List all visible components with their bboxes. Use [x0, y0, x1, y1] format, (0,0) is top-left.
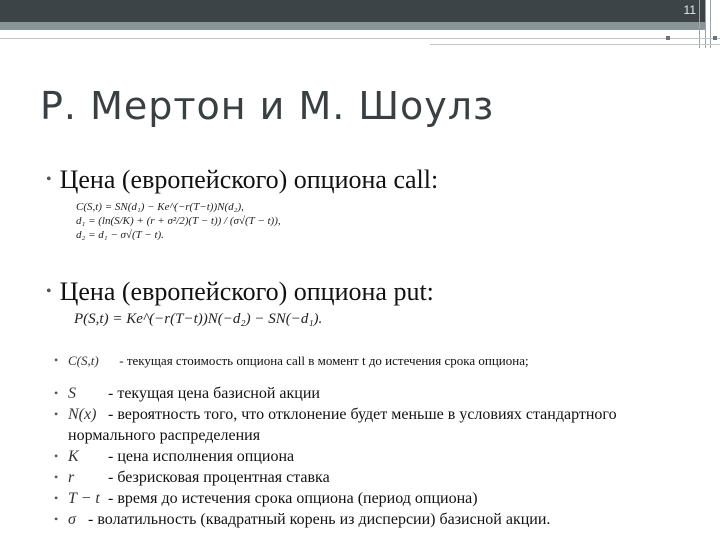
decor-line [710, 0, 711, 48]
definition-row [54, 488, 694, 509]
definition-text: - текущая стоимость опциона call в момент t до истечения срока опциона; [119, 353, 529, 368]
bullet-dot: • [46, 171, 52, 188]
slide-header-bar [0, 0, 705, 22]
decor-line [0, 38, 720, 39]
definition-row [54, 383, 694, 404]
put-bullet [46, 277, 434, 307]
definition-symbol: r [68, 469, 75, 486]
decor-line [430, 44, 720, 45]
slide-header-stripe [0, 22, 705, 30]
decor-line [699, 0, 700, 48]
definition-symbol: T − t [68, 490, 100, 507]
definition-symbol: S [68, 385, 76, 402]
definition-row [54, 467, 694, 488]
call-formula-line: C(S,t) = SN(d₁) − Ke^(−r(T−t))N(d₂), [76, 201, 244, 213]
definition-row [54, 446, 694, 467]
put-formula: P(S,t) = Ke^(−r(T−t))N(−d₂) − SN(−d₁). [74, 311, 323, 327]
definition-text: - время до истечения срока опциона (период опциона) [108, 490, 478, 507]
bullet-dot: • [46, 283, 52, 300]
definition-symbol: K [68, 448, 79, 465]
call-formula [76, 200, 281, 242]
call-formula-line: d₁ = (ln(S/K) + (r + σ²/2)(T − t)) / (σ√(T − t)), [76, 215, 281, 227]
bullet-dot: • [54, 512, 59, 526]
definition-text: - текущая цена базисной акции [108, 385, 320, 402]
decor-dot [666, 36, 670, 40]
slide-number: 11 [683, 3, 696, 17]
decor-dot [713, 36, 717, 40]
decor-line [705, 0, 706, 48]
definition-row [54, 509, 694, 530]
definition-symbol: N(x) [68, 406, 97, 423]
put-heading: Цена (европейского) опциона put: [59, 277, 434, 306]
slide-title: Р. Мертон и М. Шоулз [40, 84, 495, 128]
bullet-dot: • [54, 386, 59, 400]
call-bullet [46, 165, 438, 195]
bullet-dot: • [54, 353, 59, 367]
definition-row [54, 350, 694, 371]
definition-text: - цена исполнения опциона [108, 448, 295, 465]
bullet-dot: • [54, 449, 59, 463]
definition-text: - безрисковая процентная ставка [108, 469, 330, 486]
definitions-list [54, 350, 694, 530]
definition-text: - вероятность того, что отклонение будет меньше в условиях стандартного [108, 406, 617, 423]
call-formula-line: d₂ = d₁ − σ√(T − t). [76, 229, 164, 241]
definition-text: - волатильность (квадратный корень из дисперсии) базисной акции. [88, 511, 551, 528]
bullet-dot: • [54, 470, 59, 484]
definition-row [54, 404, 694, 425]
definition-symbol: σ [68, 511, 76, 528]
bullet-dot: • [54, 491, 59, 505]
definition-symbol: C(S,t) [68, 353, 99, 368]
bullet-dot: • [54, 407, 59, 421]
call-heading: Цена (европейского) опциона call: [59, 165, 439, 194]
definition-continuation: нормального распределения [68, 427, 261, 444]
